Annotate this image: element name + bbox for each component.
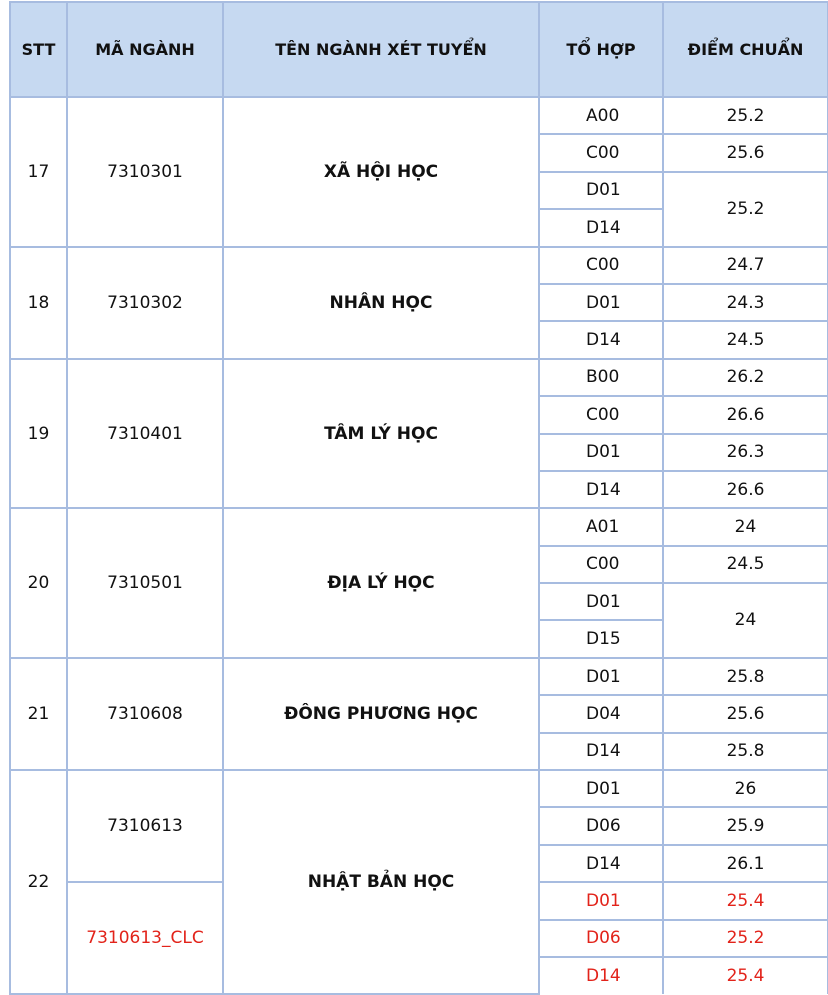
combination-cell: C00 <box>539 247 663 284</box>
stt-cell: 17 <box>10 97 67 247</box>
score-cell: 24.3 <box>663 284 828 321</box>
combination-cell: D14 <box>539 957 663 994</box>
major-name-cell: NHÂN HỌC <box>223 247 539 359</box>
score-cell: 26.2 <box>663 359 828 396</box>
header-ma-nganh: MÃ NGÀNH <box>67 2 223 97</box>
combination-cell: C00 <box>539 396 663 433</box>
major-code-cell: 7310501 <box>67 508 223 658</box>
major-name-cell: ĐỊA LÝ HỌC <box>223 508 539 658</box>
combination-cell: D14 <box>539 733 663 770</box>
combination-cell: D04 <box>539 695 663 732</box>
score-cell: 24 <box>663 583 828 658</box>
major-code-cell: 7310401 <box>67 359 223 509</box>
header-stt: STT <box>10 2 67 97</box>
header-to-hop: TỔ HỢP <box>539 2 663 97</box>
combination-cell: D14 <box>539 845 663 882</box>
header-diem-chuan: ĐIỂM CHUẨN <box>663 2 828 97</box>
score-cell: 24.5 <box>663 321 828 358</box>
major-name-cell: NHẬT BẢN HỌC <box>223 770 539 994</box>
major-code-cell: 7310608 <box>67 658 223 770</box>
score-cell: 25.9 <box>663 807 828 844</box>
major-code-cell: 7310302 <box>67 247 223 359</box>
major-name-cell: ĐÔNG PHƯƠNG HỌC <box>223 658 539 770</box>
combination-cell: D06 <box>539 807 663 844</box>
score-cell: 26.6 <box>663 471 828 508</box>
combination-cell: C00 <box>539 546 663 583</box>
combination-cell: B00 <box>539 359 663 396</box>
admission-scores-table <box>9 1 828 995</box>
table-row <box>10 508 828 545</box>
table-row <box>10 658 828 695</box>
score-cell: 25.2 <box>663 920 828 957</box>
combination-cell: D01 <box>539 658 663 695</box>
major-code-cell: 7310613 <box>67 770 223 882</box>
score-cell: 26 <box>663 770 828 807</box>
score-cell: 26.6 <box>663 396 828 433</box>
combination-cell: D14 <box>539 209 663 246</box>
major-name-cell: TÂM LÝ HỌC <box>223 359 539 509</box>
score-cell: 25.8 <box>663 658 828 695</box>
header-ten-nganh: TÊN NGÀNH XÉT TUYỂN <box>223 2 539 97</box>
score-cell: 26.1 <box>663 845 828 882</box>
combination-cell: D01 <box>539 172 663 209</box>
combination-cell: D14 <box>539 321 663 358</box>
score-cell: 25.4 <box>663 957 828 994</box>
score-cell: 25.2 <box>663 172 828 247</box>
stt-cell: 18 <box>10 247 67 359</box>
combination-cell: D01 <box>539 284 663 321</box>
score-cell: 24 <box>663 508 828 545</box>
combination-cell: A00 <box>539 97 663 134</box>
combination-cell: D01 <box>539 434 663 471</box>
combination-cell: C00 <box>539 134 663 171</box>
combination-cell: D01 <box>539 583 663 620</box>
table-row <box>10 359 828 396</box>
combination-cell: D14 <box>539 471 663 508</box>
score-cell: 24.5 <box>663 546 828 583</box>
header-row <box>10 2 828 97</box>
table-row <box>10 770 828 807</box>
combination-cell: D01 <box>539 770 663 807</box>
stt-cell: 19 <box>10 359 67 509</box>
table-row <box>10 97 828 134</box>
stt-cell: 20 <box>10 508 67 658</box>
major-name-cell: XÃ HỘI HỌC <box>223 97 539 247</box>
score-cell: 25.6 <box>663 134 828 171</box>
score-cell: 26.3 <box>663 434 828 471</box>
score-cell: 25.6 <box>663 695 828 732</box>
major-code-cell: 7310301 <box>67 97 223 247</box>
table-row <box>10 247 828 284</box>
stt-cell: 21 <box>10 658 67 770</box>
score-cell: 24.7 <box>663 247 828 284</box>
combination-cell: D06 <box>539 920 663 957</box>
stt-cell: 22 <box>10 770 67 994</box>
combination-cell: D01 <box>539 882 663 919</box>
combination-cell: D15 <box>539 620 663 657</box>
combination-cell: A01 <box>539 508 663 545</box>
major-code-clc-cell: 7310613_CLC <box>67 882 223 994</box>
score-cell: 25.2 <box>663 97 828 134</box>
score-cell: 25.4 <box>663 882 828 919</box>
score-cell: 25.8 <box>663 733 828 770</box>
